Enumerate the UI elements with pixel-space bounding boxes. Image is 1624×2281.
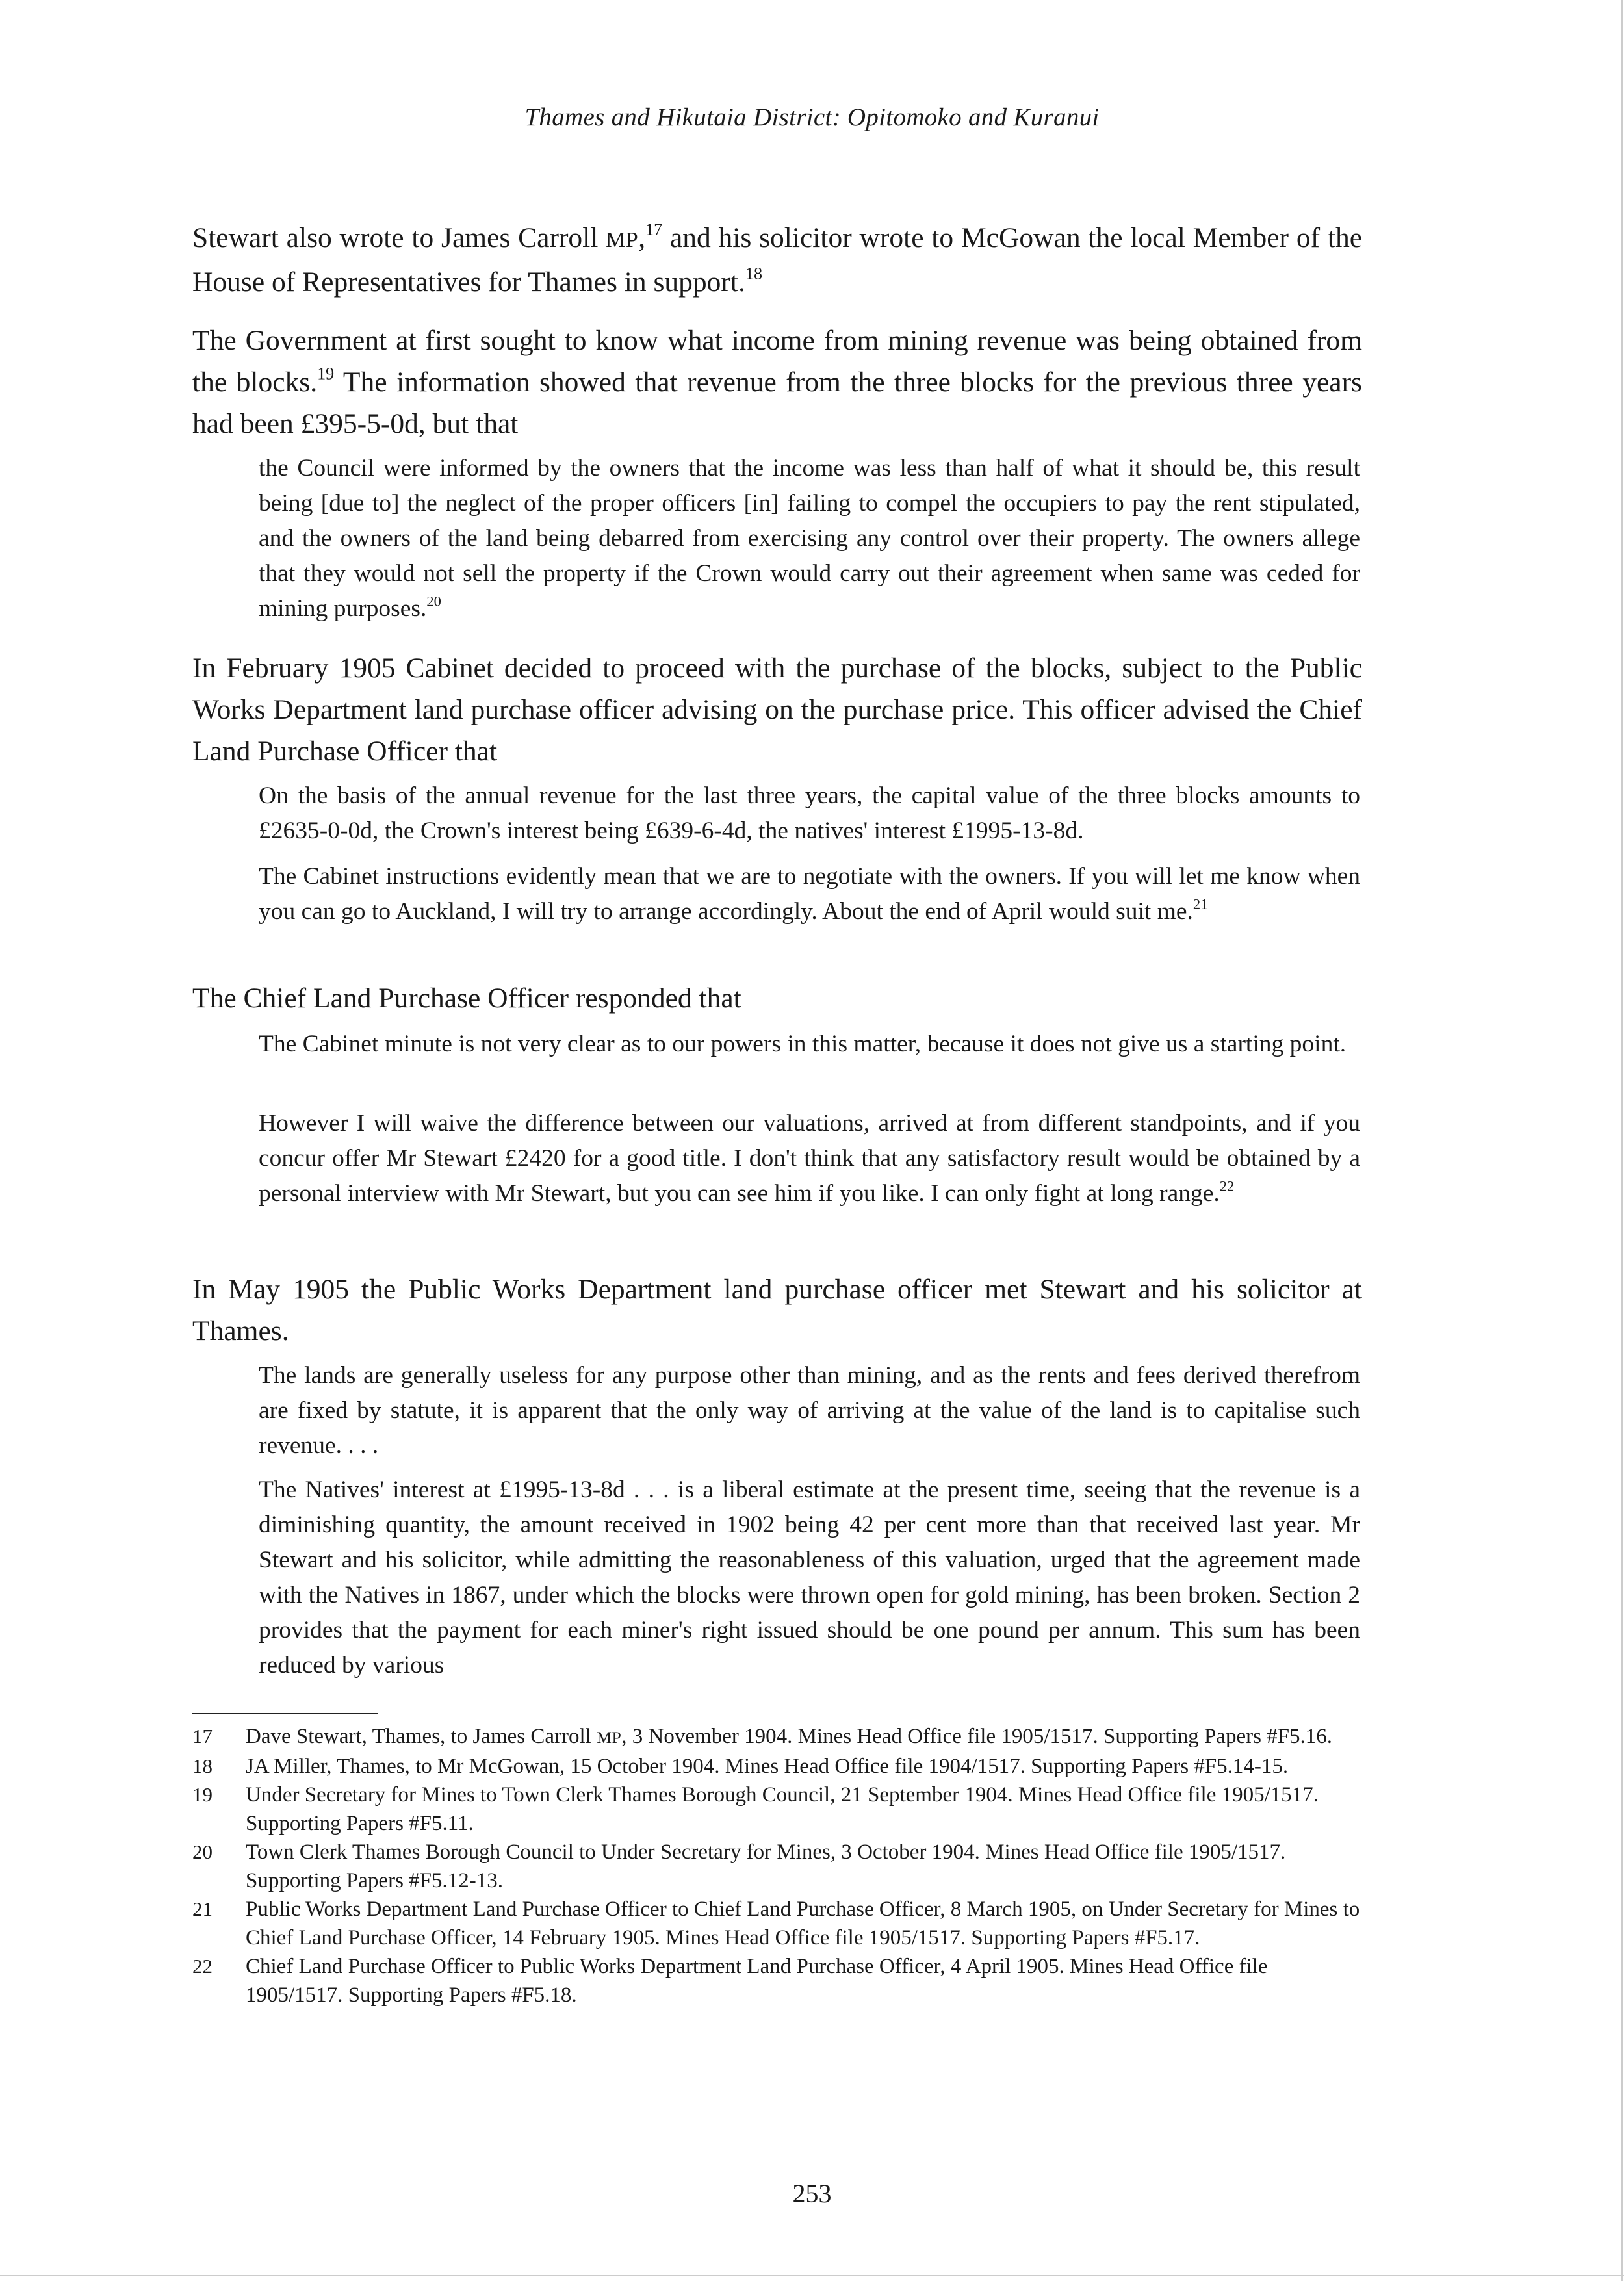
block-quote-7: The Natives' interest at £1995-13-8d . . . is a liberal estimate at the present time, seeing that the revenue is a diminishing quantity, the amount received in 1902 being 42 per cent more than that received last year. Mr Stewart and his solicitor, while admitting the reasonableness of this valuation, urged that the agreement made with the Natives in 1867, under which the blocks were thrown open for gold mining, has been broken. Section 2 provides that the payment for each miner's right issued should be one pound per annum. This sum has been reduced by various (259, 1476, 1360, 1679)
footnote-number: 22 (192, 1955, 213, 1978)
block-quote-2: On the basis of the annual revenue for the last three years, the capital value of the three blocks amounts to £2635-0-0d, the Crown's interest being £639-6-4d, the natives' interest £1995-13-8d. (259, 782, 1360, 844)
footnote-divider (192, 1713, 378, 1714)
footnote (192, 1952, 1362, 2009)
body-paragraph-5: In May 1905 the Public Works Department land purchase officer met Stewart and his solicitor at Thames. (192, 1274, 1362, 1347)
block-quote-4: The Cabinet minute is not very clear as to our powers in this matter, because it does not give us a starting point. (259, 1031, 1347, 1057)
footnote-text: Public Works Department Land Purchase Officer to Chief Land Purchase Officer, 8 March 1905, on Under Secretary for Mines to Chief Land Purchase Officer, 14 February 1905. Mines Head Office file 1905/1517. Supporting Papers #F5.17. (246, 1898, 1360, 1950)
block-quote-6: The lands are generally useless for any purpose other than mining, and as the rents and fees derived therefrom are fixed by statute, it is apparent that the only way of arriving at the value of the land is to capitalise such revenue. . . . (259, 1362, 1360, 1459)
footnote (192, 1895, 1362, 1952)
footnote-ref-19: 19 (317, 364, 335, 383)
footnote-ref-20: 20 (426, 593, 441, 610)
footnote-text: Under Secretary for Mines to Town Clerk Thames Borough Council, 21 September 1904. Mines Head Office file 1905/1517. Supporting Papers #F5.11. (246, 1783, 1319, 1835)
footnote-text: Dave Stewart, Thames, to James Carroll MP, 3 November 1904. Mines Head Office file 1905/1517. Supporting Papers #F5.16. (246, 1725, 1333, 1748)
footnote-ref-22: 22 (1219, 1178, 1235, 1194)
footnote-number: 17 (192, 1725, 213, 1747)
footnote-ref-21: 21 (1192, 896, 1208, 912)
footnote-text: Town Clerk Thames Borough Council to Under Secretary for Mines, 3 October 1904. Mines Head Office file 1905/1517. Supporting Papers #F5.12-13. (246, 1840, 1286, 1892)
page-number: 253 (792, 2179, 832, 2208)
block-quote-5: However I will waive the difference between our valuations, arrived at from different standpoints, and if you concur offer Mr Stewart £2420 for a good title. I don't think that any satisfactory result would be obtained by a personal interview with Mr Stewart, but you can see him if you like. I can only fight at long range.$^{22}$ (259, 1110, 1360, 1207)
footnote-text: Chief Land Purchase Officer to Public Works Department Land Purchase Officer, 4 April 1905. Mines Head Office file 1905/1517. Supporting Papers #F5.18. (246, 1955, 1268, 2007)
footnote (192, 1838, 1362, 1895)
body-paragraph-4: The Chief Land Purchase Officer responded that (192, 983, 741, 1014)
footnote-number: 18 (192, 1755, 213, 1777)
footnote (192, 1781, 1362, 1838)
footnote-ref-18: 18 (745, 264, 762, 283)
footnote-number: 19 (192, 1783, 213, 1806)
footnote-number: 21 (192, 1898, 213, 1920)
body-paragraph-3: In February 1905 Cabinet decided to proceed with the purchase of the blocks, subject to the Public Works Department land purchase officer advising on the purchase price. This officer advised the Chief Land Purchase Officer that (192, 652, 1362, 767)
footnote-text: JA Miller, Thames, to Mr McGowan, 15 October 1904. Mines Head Office file 1904/1517. Supporting Papers #F5.14-15. (246, 1755, 1289, 1778)
body-paragraph-2: The Government at first sought to know what income from mining revenue was being obtained from the blocks.$^{19}$ The information showed that revenue from the three blocks for the previous three years had been £395-5-0d, but that (192, 325, 1362, 439)
footnote-number: 20 (192, 1840, 213, 1863)
body-paragraph-1: Stewart also wrote to James Carroll MP,$^{17}$ and his solicitor wrote to McGowan the local Member of the House of Representatives for Thames in support.$^{18}$ (192, 220, 1363, 298)
block-quote-3: The Cabinet instructions evidently mean that we are to negotiate with the owners. If you will let me know when you can go to Auckland, I will try to arrange accordingly. About the end of April would suit me.$^{21}$ (259, 863, 1360, 925)
block-quote-1: the Council were informed by the owners that the income was less than half of what it should be, this result being [due to] the neglect of the proper officers [in] failing to compel the occupiers to pay the rent stipulated, and the owners of the land being debarred from exercising any control over their property. The owners allege that they would not sell the property if the Crown would carry out their agreement when same was ceded for mining purposes.$^{20}$ (259, 455, 1360, 622)
footnote (192, 1752, 1362, 1781)
bottom-scan-edge (0, 2275, 1624, 2276)
footnote (192, 1722, 1362, 1752)
footnote-ref-17: 17 (645, 220, 663, 239)
right-scan-edge (1621, 0, 1623, 2281)
footnotes (192, 1722, 1362, 2009)
running-header: Thames and Hikutaia District: Opitomoko and Kuranui (524, 103, 1100, 131)
